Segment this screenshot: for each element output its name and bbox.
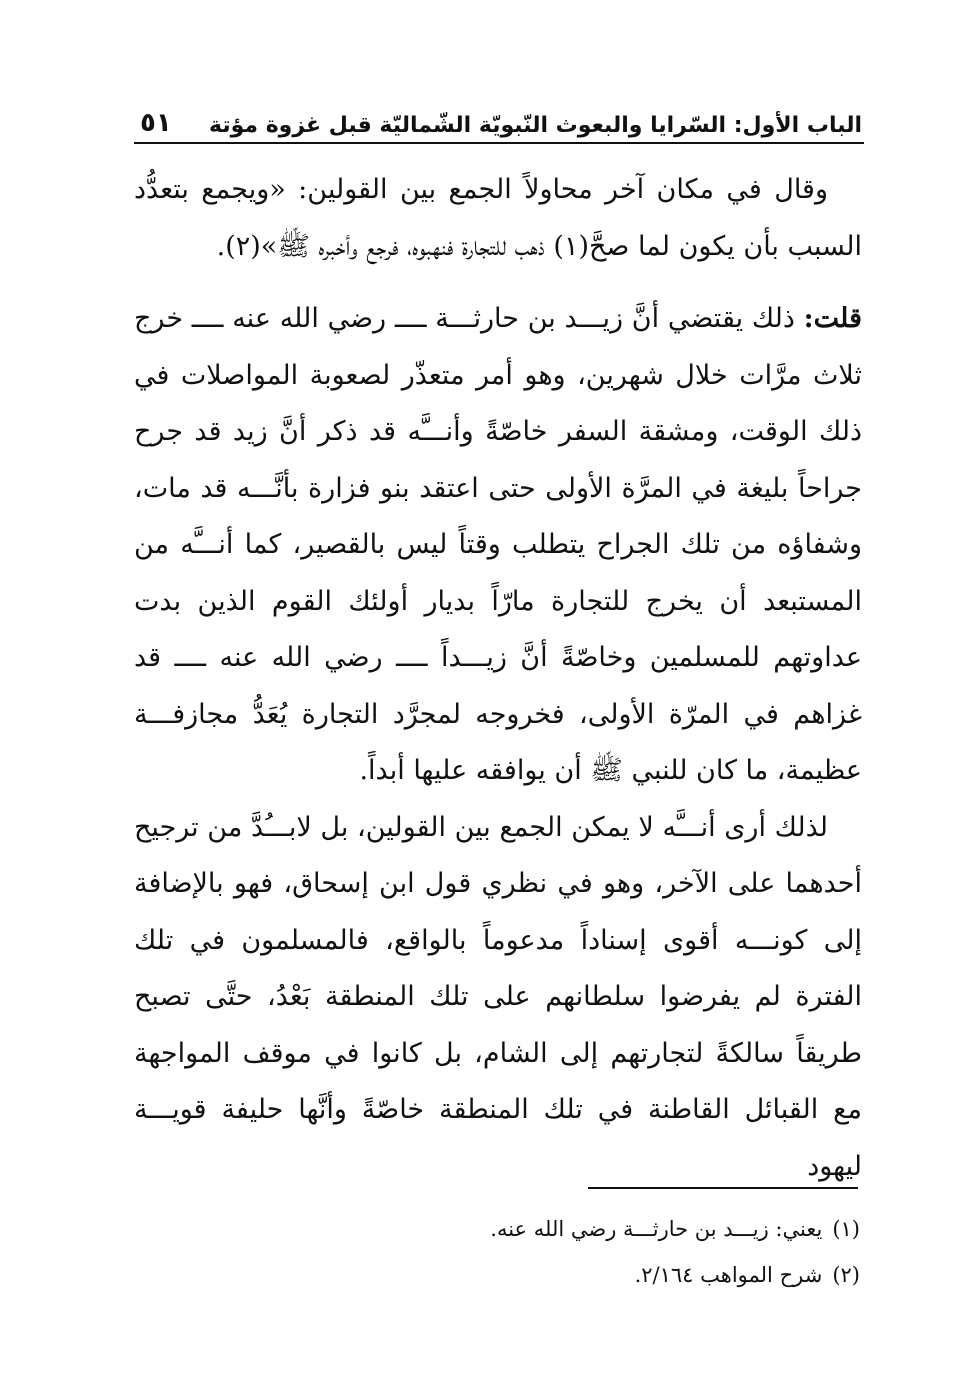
paragraph-quote: وقال في مكان آخر محاولاً الجمع بين القولين: «ويجمع بتعدُّد السبب بأن يكون لما صحَّ(١) ذهب للتجارة فنهبوه، فرجع وأخبره ﷺ»(٢). bbox=[134, 174, 862, 262]
footnote-divider bbox=[588, 1187, 858, 1189]
footnote-text: يعني: زيـــد بن حارثـــة رضي الله عنه. bbox=[490, 1217, 823, 1241]
footnote-2 bbox=[300, 1252, 860, 1298]
footnote-text: شرح المواهب ٢/١٦٤. bbox=[634, 1263, 823, 1287]
paragraph-conclusion: لذلك أرى أنـــَّه لا يمكن الجمع بين القولين، بل لابـــُدَّ من ترجيح أحدهما على الآخر، وهو في نظري قول ابن إسحاق، فهو بالإضافة إلى كونـــه أقوى إسناداً مدعوماً بالواقع، فالمسلمون في تلك الفترة لم يفرضوا سلطانهم على تلك المنطقة بَعْدُ، حتَّى تصبح طريقاً سالكةً لتجارتهم إلى الشام، بل كانوا في موقف المواجهة مع القبائل القاطنة في تلك المنطقة خاصّةً وأنَّها حليفة قويـــة ليهود bbox=[134, 811, 862, 1182]
page-number: ٥١ bbox=[140, 108, 172, 138]
footnote-number: (١) bbox=[832, 1217, 860, 1241]
footnote-1 bbox=[300, 1206, 860, 1252]
footnotes bbox=[300, 1206, 860, 1298]
running-header bbox=[140, 96, 862, 138]
header-divider bbox=[134, 142, 864, 144]
footnote-number: (٢) bbox=[832, 1263, 860, 1287]
chapter-title: الباب الأول: السّرايا والبعوث النّبويّة الشّماليّة قبل غزوة مؤتة bbox=[209, 113, 862, 138]
main-text bbox=[134, 162, 862, 1195]
paragraph-qult-body: ذلك يقتضي أنَّ زيـــد بن حارثـــة ــــ رضي الله عنه ــــ خرج ثلاث مرَّات خلال شهرين، وهو أمر متعذّر لصعوبة المواصلات في ذلك الوقت، ومشقة السفر خاصّةً وأنـــَّه قد ذكر أنَّ زيد قد جرح جراحاً بليغة في المرَّة الأولى حتى اعتقد بنو فزارة بأنَّـــه قد مات، وشفاؤه من تلك الجراح يتطلب وقتاً ليس بالقصير، كما أنـــَّه من المستبعد أن يخرج للتجارة مارّاً بديار أولئك القوم الذين بدت عداوتهم للمسلمين وخاصّةً أنَّ زيـــداً ــــ رضي الله عنه ــــ قد غزاهم في المرّة الأولى، فخروجه لمجرَّد التجارة يُعَدُّ مجازفـــة عظيمة، ما كان للنبي ﷺ أن يوافقه عليها أبداً. bbox=[134, 303, 862, 786]
qult-label: قلت: bbox=[803, 303, 862, 334]
paragraph-qult bbox=[134, 291, 862, 800]
